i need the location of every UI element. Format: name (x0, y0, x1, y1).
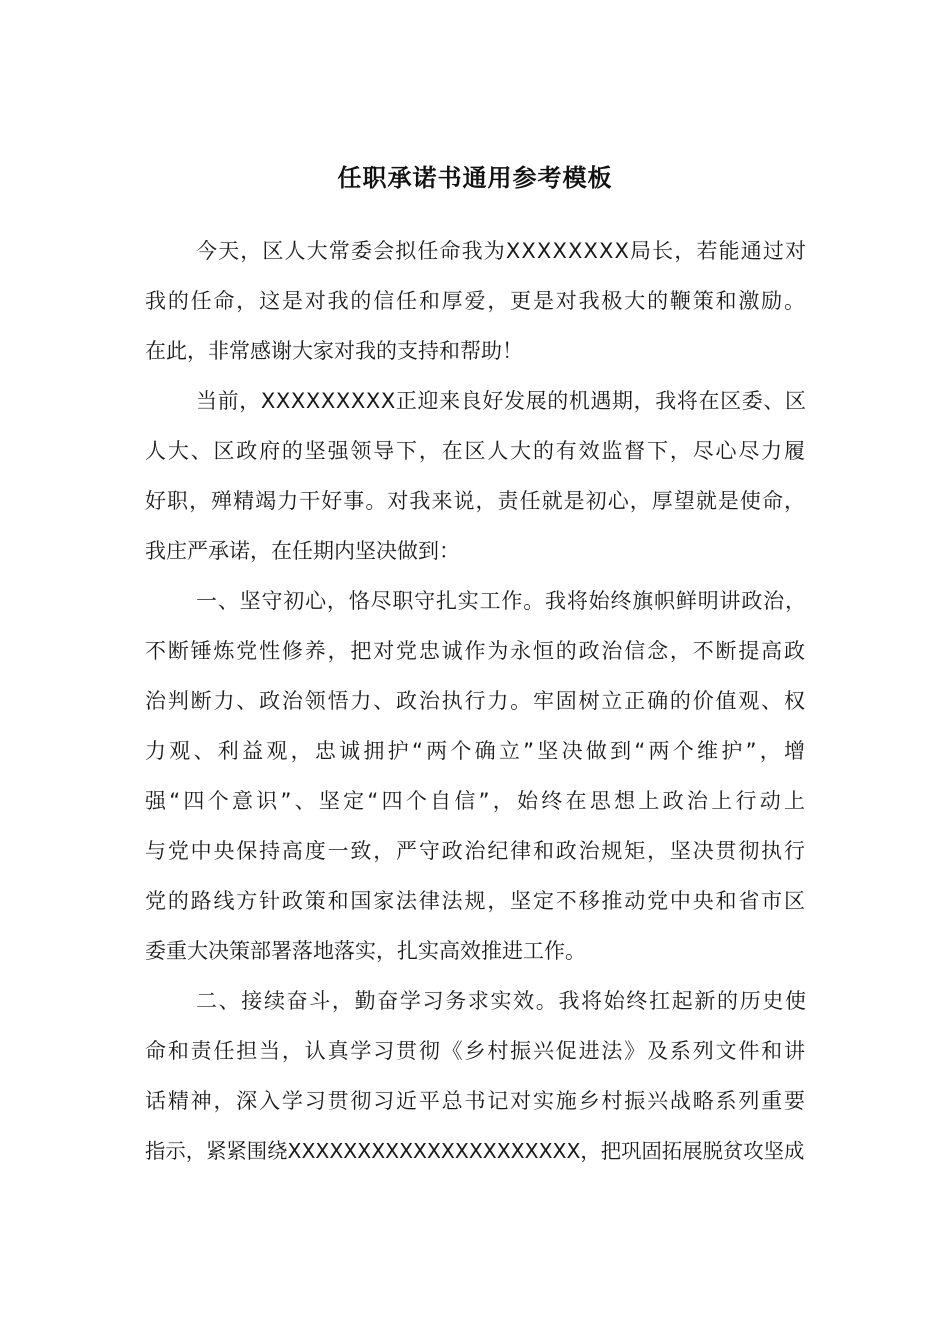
paragraph-2-line-4: 我庄严承诺，在任期内坚决做到： (145, 539, 460, 563)
paragraph-3-line-4: 力观、利益观，忠诚拥护“两个确立”坚决做到“两个维护”，增 (145, 739, 809, 763)
paragraph-3-line-2: 不断锤炼党性修养，把对党忠诚作为永恒的政治信念，不断提高政 (145, 639, 807, 663)
paragraph-4-line-4: 指示，紧紧围绕XXXXXXXXXXXXXXXXXXXXX，把巩固拓展脱贫攻坚成 (145, 1139, 805, 1163)
paragraph-4-line-2: 命和责任担当，认真学习贯彻《乡村振兴促进法》及系列文件和讲 (145, 1039, 807, 1063)
paragraph-4-line-3: 话精神，深入学习贯彻习近平总书记对实施乡村振兴战略系列重要 (145, 1089, 807, 1113)
paragraph-3-line-6: 与党中央保持高度一致，严守政治纪律和政治规矩，坚决贯彻执行 (145, 839, 807, 863)
paragraph-3-line-3: 治判断力、政治领悟力、政治执行力。牢固树立正确的价值观、权 (145, 689, 807, 713)
paragraph-3-line-8: 委重大决策部署落地落实，扎实高效推进工作。 (145, 939, 586, 963)
paragraph-3-line-7: 党的路线方针政策和国家法律法规，坚定不移推动党中央和省市区 (145, 889, 807, 913)
paragraph-3-line-1: 一、坚守初心，恪尽职守扎实工作。我将始终旗帜鲜明讲政治， (196, 589, 807, 613)
paragraph-1-line-1: 今天，区人大常委会拟任命我为XXXXXXXX局长，若能通过对 (196, 239, 808, 263)
paragraph-3-line-5: 强“四个意识”、坚定“四个自信”，始终在思想上政治上行动上 (145, 789, 809, 813)
paragraph-4-line-1: 二、接续奋斗，勤奋学习务求实效。我将始终扛起新的历史使 (196, 989, 808, 1013)
paragraph-1-line-3: 在此，非常感谢大家对我的支持和帮助！ (145, 339, 523, 363)
paragraph-2-line-1: 当前，XXXXXXXXX正迎来良好发展的机遇期，我将在区委、区 (196, 389, 807, 413)
paragraph-1-line-2: 我的任命，这是对我的信任和厚爱，更是对我极大的鞭策和激励。 (145, 289, 807, 313)
paragraph-2-line-2: 人大、区政府的坚强领导下，在区人大的有效监督下，尽心尽力履 (145, 439, 807, 463)
document-title: 任职承诺书通用参考模板 (337, 163, 613, 192)
paragraph-2-line-3: 好职，殚精竭力干好事。对我来说，责任就是初心，厚望就是使命， (145, 489, 807, 513)
